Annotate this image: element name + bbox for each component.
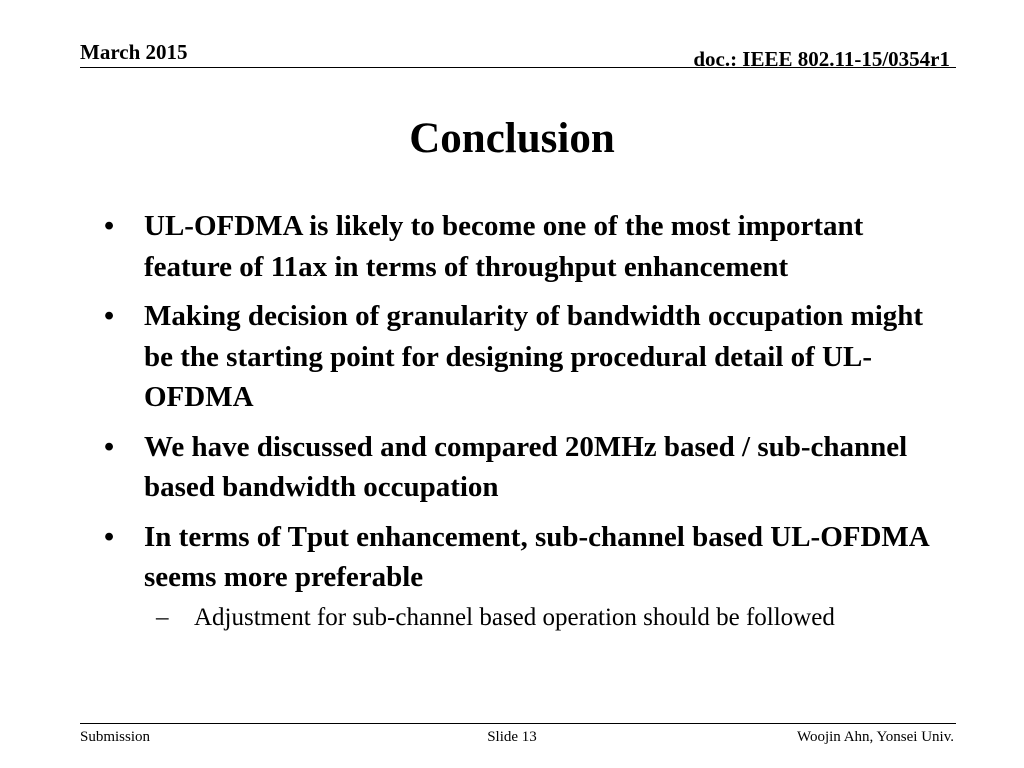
header-divider [80, 67, 956, 68]
bullet-text: UL-OFDMA is likely to become one of the most important feature of 11ax in terms of throughput enhancement [144, 210, 864, 283]
header-date: March 2015 [80, 40, 188, 64]
bullet-item [104, 206, 944, 287]
footer-divider [80, 723, 956, 724]
footer-slide-number: Slide 13 [487, 729, 537, 745]
bullet-list [104, 206, 944, 635]
bullet-mark: • [104, 520, 115, 553]
sub-bullet-mark: – [156, 603, 169, 631]
footer-author: Woojin Ahn, Yonsei Univ. [796, 729, 954, 745]
sub-bullet-item [104, 601, 944, 635]
bullet-item [104, 517, 944, 598]
bullet-mark: • [104, 300, 115, 332]
bullet-text: We have discussed and compared 20MHz based / sub-channel based bandwidth occupation [144, 430, 908, 503]
slide-title: Conclusion [409, 115, 615, 162]
footer-submission: Submission [80, 729, 151, 745]
bullet-mark: • [104, 430, 115, 463]
bullet-text: In terms of Tput enhancement, sub-channel based UL-OFDMA seems more preferable [144, 520, 929, 593]
bullet-item [104, 427, 944, 508]
bullet-text: Making decision of granularity of bandwidth occupation might be the starting point for designing procedural detail of UL-OFDMA [144, 300, 924, 413]
bullet-mark: • [104, 210, 115, 242]
sub-bullet-text: Adjustment for sub-channel based operation should be followed [194, 603, 835, 631]
header-doc-id: doc.: IEEE 802.11-15/0354r1 [693, 47, 950, 71]
bullet-item [104, 296, 944, 418]
